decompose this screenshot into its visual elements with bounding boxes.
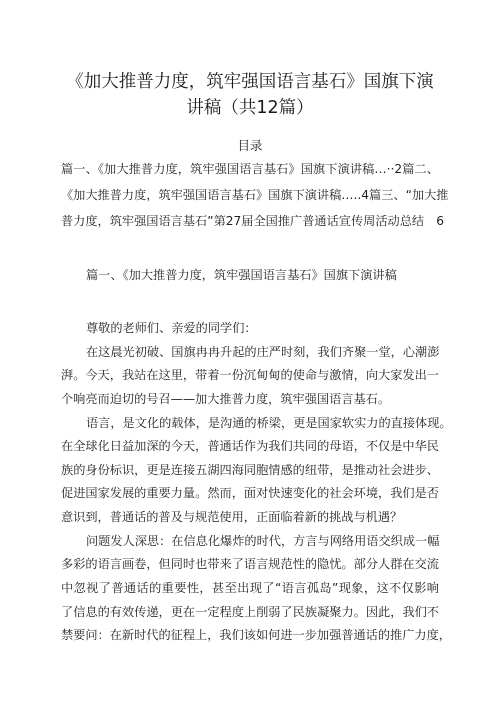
document-title-line-1: 《加大推普力度，筑牢强国语言基石》国旗下演: [66, 72, 434, 92]
body-line-2: 在这晨光初破、国旗冉冉升起的庄严时刻，我们齐聚一堂，心潮澎: [86, 345, 440, 359]
body-line-10: 问题发人深思：在信息化爆炸的时代，方言与网络用语交织成一幅: [86, 534, 440, 548]
toc-line-2[interactable]: 《加大推普力度，筑牢强国语言基石》国旗下演讲稿…..4篇三、“加大推: [61, 188, 449, 202]
body-line-4: 个响亮而迫切的号召——加大推普力度，筑牢强国语言基石。: [61, 392, 391, 406]
body-line-13: 了信息的有效传递，更在一定程度上削弱了民族凝聚力。因此，我们不: [61, 605, 439, 619]
body-line-7: 族的身份标识，更是连接五湖四海同胞情感的纽带，是推动社会进步、: [61, 463, 439, 477]
body-line-5: 语言，是文化的载体，是沟通的桥梁，更是国家软实力的直接体现。: [86, 416, 452, 430]
document-title-line-2: 讲稿（共12篇）: [186, 98, 314, 118]
toc-line-1[interactable]: 篇一、《加大推普力度，筑牢强国语言基石》国旗下演讲稿…··2篇二、: [61, 162, 439, 176]
body-line-3: 湃。今天，我站在这里，带着一份沉甸甸的使命与激情，向大家发出一: [61, 368, 439, 382]
body-line-1: 尊敬的老师们、亲爱的同学们：: [86, 321, 257, 335]
toc-line-3[interactable]: 普力度，筑牢强国语言基石”第27届全国推广普通话宣传周活动总结 6: [61, 214, 445, 228]
body-line-14: 禁要问：在新时代的征程上，我们该如何进一步加强普通话的推广力度，: [61, 628, 451, 642]
section-heading: 篇一、《加大推普力度，筑牢强国语言基石》国旗下演讲稿: [86, 268, 397, 282]
body-line-9: 意识到，普通话的普及与规范使用，正面临着新的挑战与机遇？: [61, 510, 403, 524]
body-line-6: 在全球化日益加深的今天，普通话作为我们共同的母语，不仅是中华民: [61, 439, 439, 453]
body-line-11: 多彩的语言画卷，但同时也带来了语言规范性的隐忧。部分人群在交流: [61, 557, 439, 571]
body-line-12: 中忽视了普通话的重要性，甚至出现了“语言孤岛”现象，这不仅影响: [61, 581, 439, 595]
body-line-8: 促进国家发展的重要力量。然而，面对快速变化的社会环境，我们是否: [61, 486, 439, 500]
toc-heading: 目录: [237, 138, 263, 153]
